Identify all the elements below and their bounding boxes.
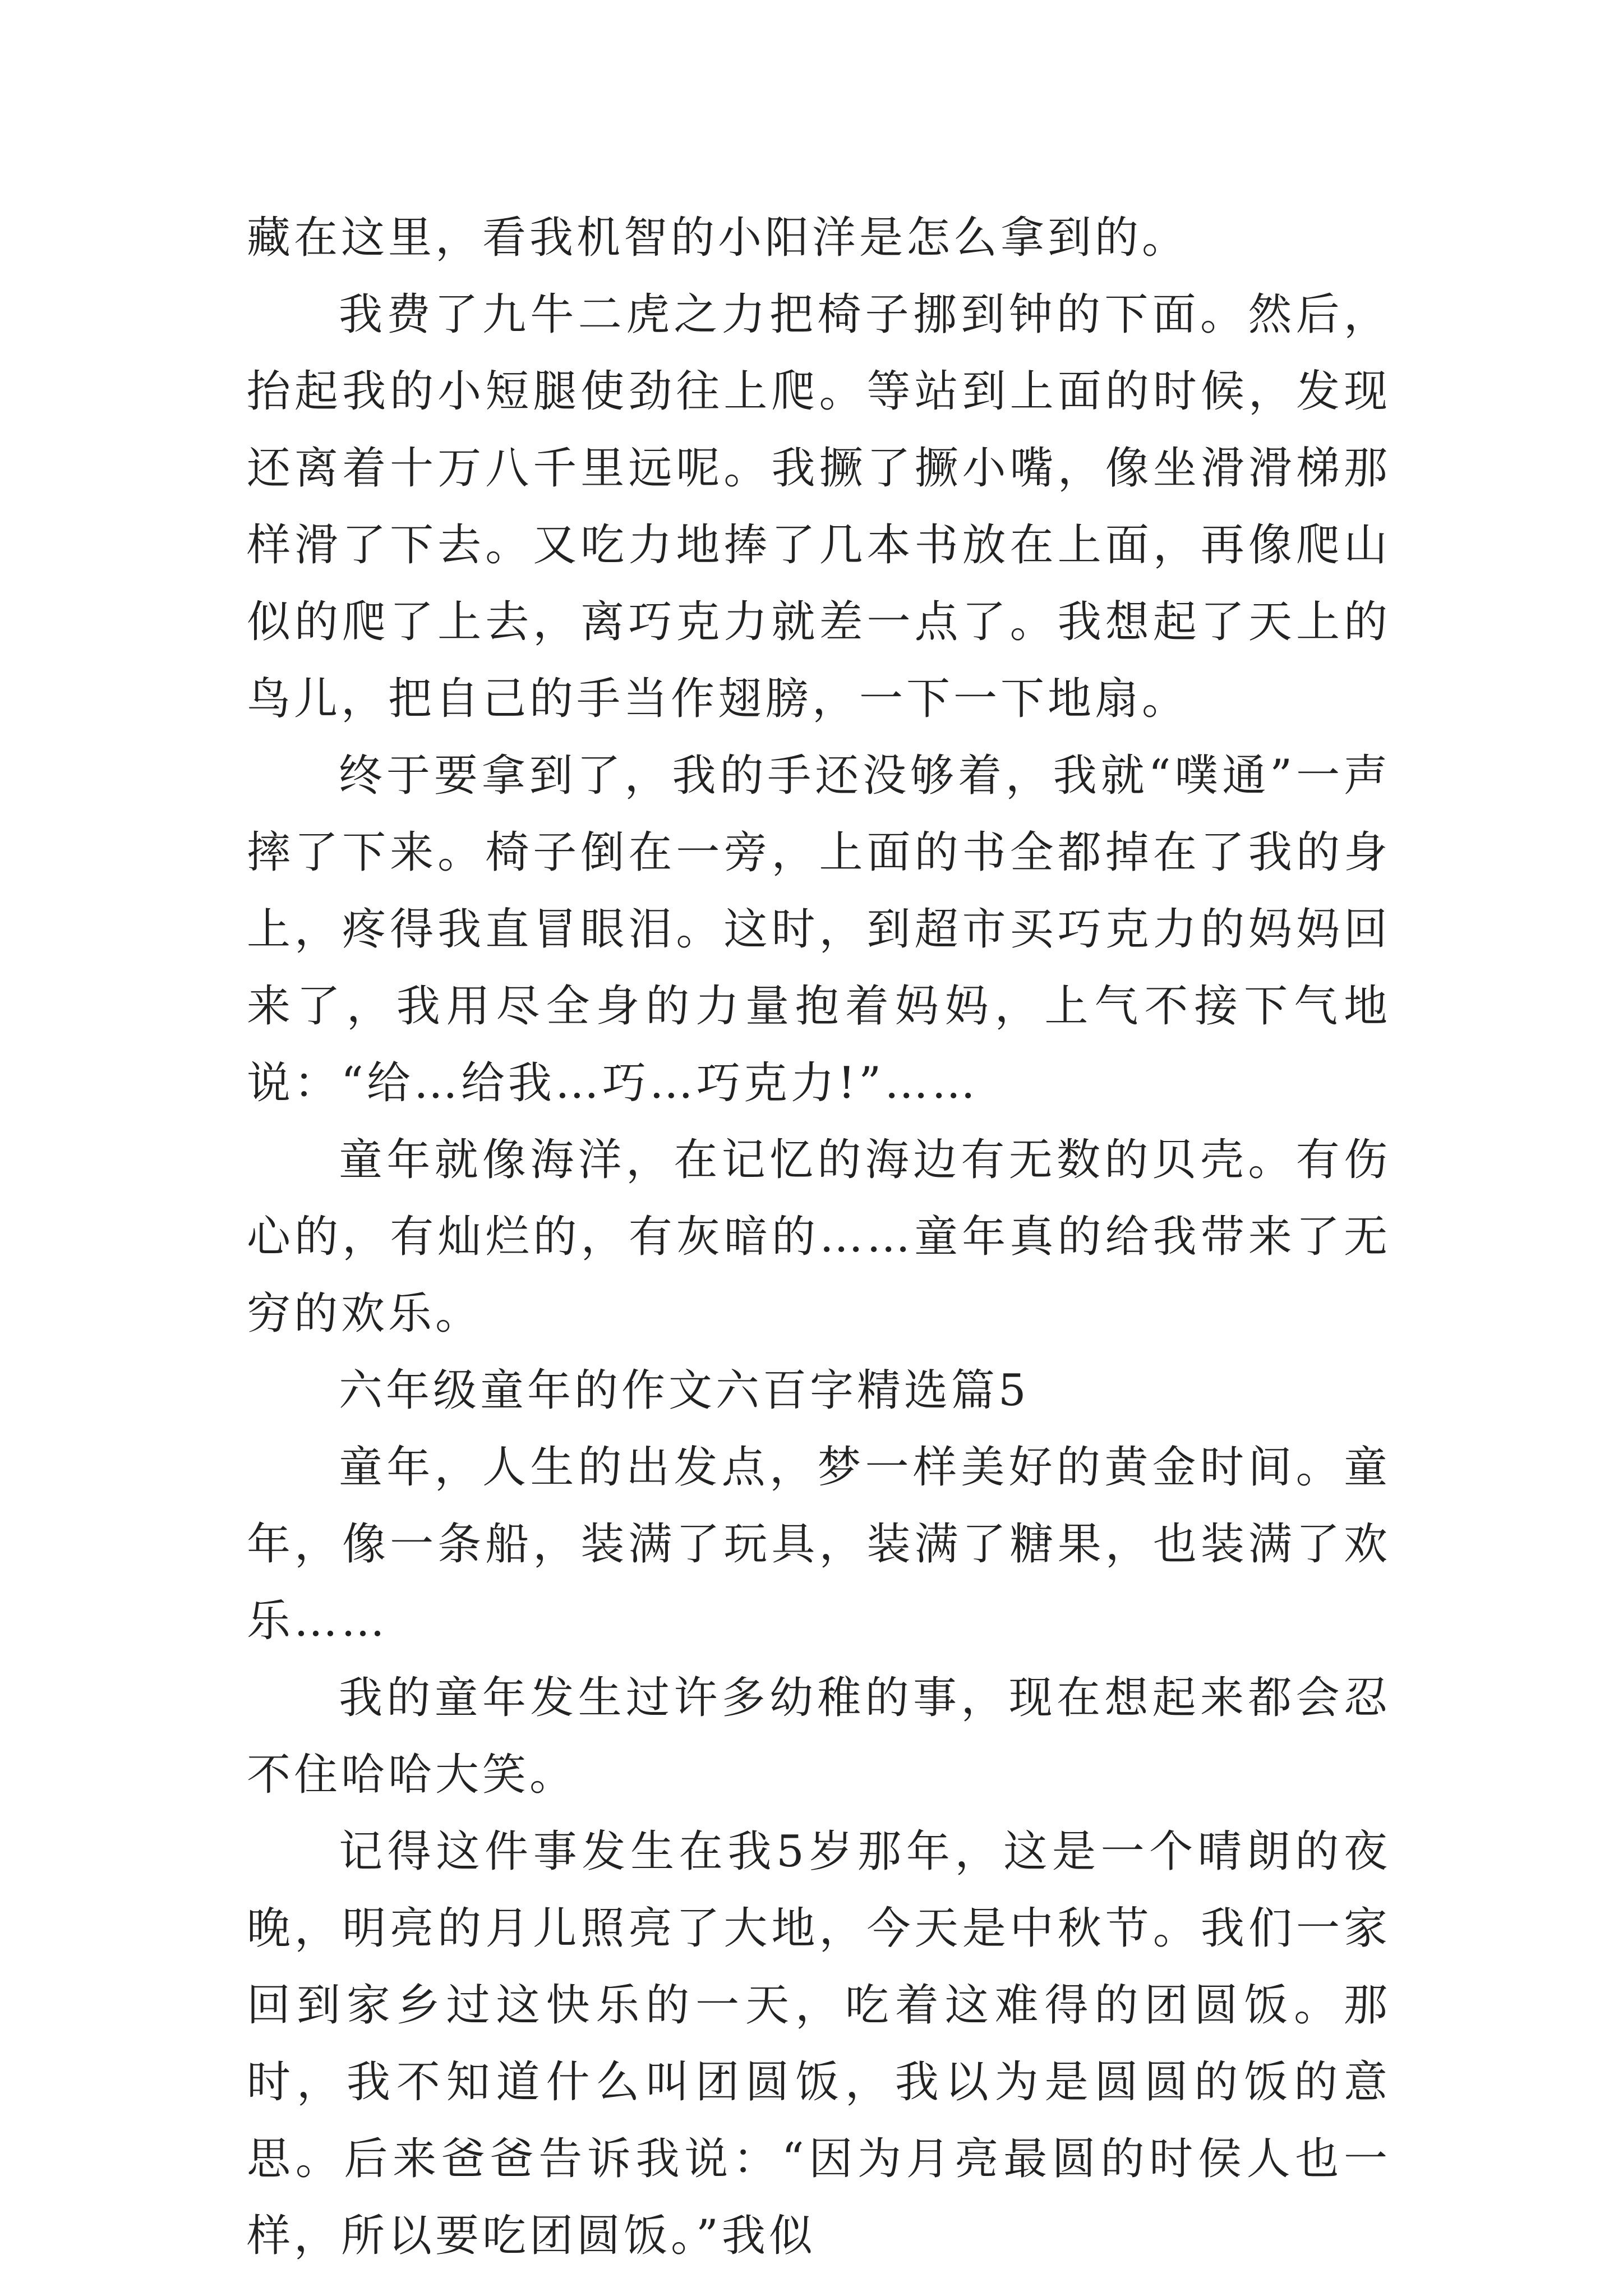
paragraph-5: 童年，人生的出发点，梦一样美好的黄金时间。童年，像一条船，装满了玩具，装满了糖果，也装满了欢乐……	[247, 1442, 1391, 1646]
paragraph-2: 我费了九牛二虎之力把椅子挪到钟的下面。然后，抬起我的小短腿使劲往上爬。等站到上面的时候，发现还离着十万八千里远呢。我撅了撅小嘴，像坐滑滑梯那样滑了下去。又吃力地捧了几本书放在上面，再像爬山似的爬了上去，离巧克力就差一点了。我想起了天上的鸟儿，把自己的手当作翅膀，一下一下地扇。	[247, 289, 1391, 724]
body-text	[247, 200, 1391, 2275]
section-heading: 六年级童年的作文六百字精选篇5	[339, 1365, 1030, 1416]
paragraph-3: 终于要拿到了，我的手还没够着，我就“噗通”一声摔了下来。椅子倒在一旁，上面的书全都掉在了我的身上，疼得我直冒眼泪。这时，到超市买巧克力的妈妈回来了，我用尽全身的力量抱着妈妈，上气不接下气地说：“给…给我…巧…巧克力!”……	[247, 751, 1391, 1108]
paragraph-4: 童年就像海洋，在记忆的海边有无数的贝壳。有伤心的，有灿烂的，有灰暗的……童年真的给我带来了无穷的欢乐。	[247, 1135, 1391, 1339]
paragraph-7: 记得这件事发生在我5岁那年，这是一个晴朗的夜晚，明亮的月儿照亮了大地，今天是中秋节。我们一家回到家乡过这快乐的一天，吃着这难得的团圆饭。那时，我不知道什么叫团圆饭，我以为是圆圆的饭的意思。后来爸爸告诉我说：“因为月亮最圆的时侯人也一样，所以要吃团圆饭。”我似	[247, 1826, 1391, 2261]
paragraph-1: 藏在这里，看我机智的小阳洋是怎么拿到的。	[247, 213, 1189, 263]
paragraph-6: 我的童年发生过许多幼稚的事，现在想起来都会忍不住哈哈大笑。	[247, 1673, 1391, 1800]
